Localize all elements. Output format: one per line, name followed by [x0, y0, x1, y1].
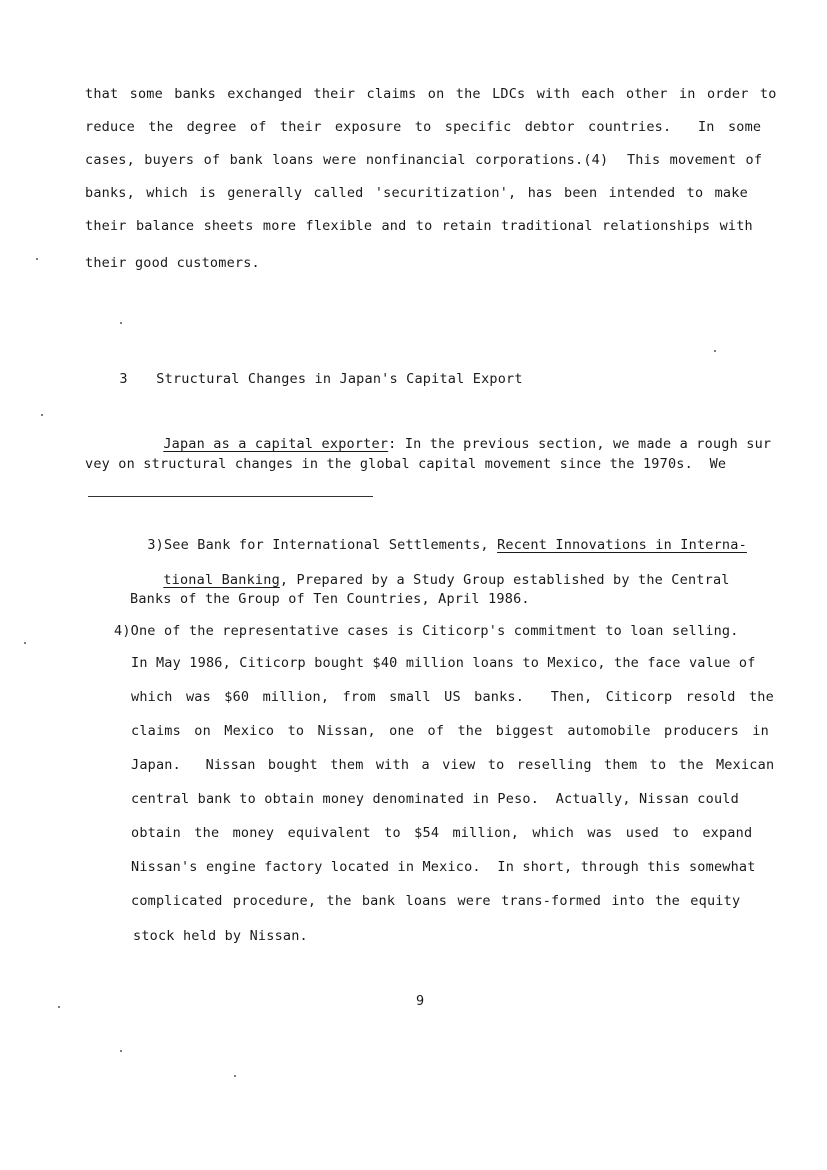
- footnote-separator: [88, 496, 373, 497]
- scan-speck: [41, 414, 43, 416]
- footnote-line: complicated procedure, the bank loans were trans-formed into the equity: [131, 893, 741, 909]
- footnote-line: claims on Mexico to Nissan, one of the biggest automobile producers in: [131, 723, 769, 739]
- footnote-3-text: , Prepared by a Study Group established by the Central: [279, 572, 730, 588]
- footnote-3-title: Recent Innovations in Interna-: [497, 537, 747, 553]
- footnote-3-title: tional Banking: [163, 572, 280, 588]
- footnote-line: In May 1986, Citicorp bought $40 million loans to Mexico, the face value of: [131, 655, 756, 671]
- footnote-line: Banks of the Group of Ten Countries, April 1986.: [130, 591, 530, 607]
- body-line: their good customers.: [85, 255, 260, 271]
- lead-phrase: Japan as a capital exporter: [163, 436, 389, 452]
- body-line: cases, buyers of bank loans were nonfinancial corporations.(4) This movement of: [85, 152, 763, 168]
- scan-speck: [24, 642, 26, 644]
- body-line: banks, which is generally called 'securitization', has been intended to make: [85, 185, 748, 201]
- body-line: vey on structural changes in the global capital movement since the 1970s. We: [85, 456, 727, 472]
- section-number: 3: [119, 371, 128, 387]
- body-line: reduce the degree of their exposure to specific debtor countries. In some: [85, 119, 762, 135]
- footnote-line: Japan. Nissan bought them with a view to reselling them to the Mexican: [131, 757, 775, 773]
- scan-speck: [120, 322, 122, 324]
- scan-speck: [36, 258, 38, 260]
- footnote-line: obtain the money equivalent to $54 million, which was used to expand: [131, 825, 753, 841]
- footnote-line: Nissan's engine factory located in Mexico. In short, through this somewhat: [131, 859, 756, 875]
- scan-speck: [120, 1050, 122, 1052]
- scan-speck: [714, 350, 716, 352]
- footnote-3-text: 3)See Bank for International Settlements,: [147, 537, 498, 553]
- footnote-line: which was $60 million, from small US banks. Then, Citicorp resold the: [131, 689, 774, 705]
- page-number: 9: [416, 993, 425, 1009]
- lead-text: : In the previous section, we made a rough sur: [388, 436, 772, 452]
- scan-speck: [234, 1075, 236, 1077]
- footnote-line: 4)One of the representative cases is Citicorp's commitment to loan selling.: [114, 623, 739, 639]
- body-line: that some banks exchanged their claims on the LDCs with each other in order to: [85, 86, 777, 102]
- footnote-line: central bank to obtain money denominated in Peso. Actually, Nissan could: [131, 791, 739, 807]
- section-title: Structural Changes in Japan's Capital Export: [156, 371, 523, 387]
- scan-speck: [58, 1006, 60, 1008]
- section-heading: [86, 355, 523, 403]
- footnote-line: stock held by Nissan.: [133, 928, 308, 944]
- body-line: their balance sheets more flexible and to retain traditional relationships with: [85, 218, 753, 234]
